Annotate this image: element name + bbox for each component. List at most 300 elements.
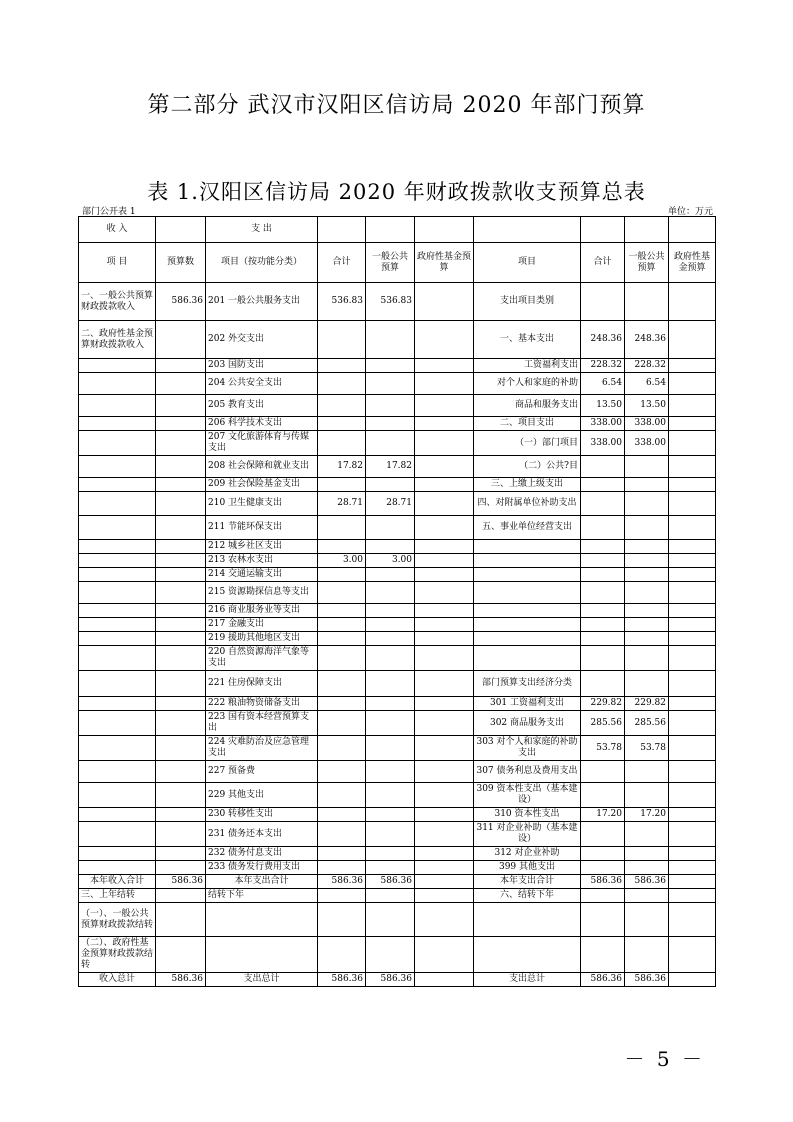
cell-inc-amt	[156, 646, 206, 671]
cell-i-gov	[669, 711, 716, 736]
cell-item: 对个人和家庭的补助	[474, 373, 581, 395]
table-row	[79, 736, 716, 761]
cell-inc-amt	[156, 604, 206, 618]
cell-i-total	[581, 632, 625, 646]
cell-i-total	[581, 646, 625, 671]
cell-f-total	[318, 711, 366, 736]
cell-inc-amt	[156, 492, 206, 516]
cell-i-gov	[669, 516, 716, 540]
cell-f-total	[318, 321, 366, 359]
cell-inc	[79, 671, 156, 697]
cell-f-total	[318, 417, 366, 431]
cell-inc-amt	[156, 861, 206, 875]
cell-inc-amt	[156, 847, 206, 861]
cell-func	[206, 903, 318, 937]
cell-f-total	[318, 359, 366, 373]
cell-inc	[79, 478, 156, 492]
cell-f-total	[318, 431, 366, 456]
table-row	[79, 783, 716, 808]
cell-inc	[79, 783, 156, 808]
cell-i-gen	[625, 554, 669, 568]
cell-i-gen	[625, 903, 669, 937]
cell-i-total: 248.36	[581, 321, 625, 359]
cell-func: 208 社会保障和就业支出	[206, 456, 318, 478]
cell-f-total	[318, 671, 366, 697]
cell-i-total	[581, 671, 625, 697]
header-blank	[581, 217, 625, 243]
cell-inc	[79, 808, 156, 822]
cell-func: 229 其他支出	[206, 783, 318, 808]
table-row	[79, 711, 716, 736]
cell-inc-amt	[156, 808, 206, 822]
cell-i-gov	[669, 321, 716, 359]
cell-f-gen	[366, 478, 415, 492]
cell-i-gov	[669, 568, 716, 582]
cell-item: 本年支出合计	[474, 875, 581, 889]
page-number: － 5 －	[624, 1047, 705, 1071]
cell-inc: （二）、政府性基金预算财政拨款结转	[79, 937, 156, 973]
cell-func: 205 教育支出	[206, 395, 318, 417]
cell-f-gov	[415, 711, 474, 736]
cell-f-gov	[415, 973, 474, 987]
cell-inc	[79, 431, 156, 456]
cell-item: 二、项目支出	[474, 417, 581, 431]
cell-i-total	[581, 540, 625, 554]
col-func: 项目（按功能分类）	[206, 243, 318, 283]
table-row	[79, 582, 716, 604]
cell-inc-amt: 586.36	[156, 973, 206, 987]
cell-func: 210 卫生健康支出	[206, 492, 318, 516]
cell-func: 214 交通运输支出	[206, 568, 318, 582]
cell-func: 215 资源勘探信息等支出	[206, 582, 318, 604]
cell-item: 部门预算支出经济分类	[474, 671, 581, 697]
cell-i-gov	[669, 632, 716, 646]
cell-i-gen: 228.32	[625, 359, 669, 373]
cell-i-total: 17.20	[581, 808, 625, 822]
cell-f-gen	[366, 646, 415, 671]
cell-f-gen: 536.83	[366, 283, 415, 321]
table-title: 表 1.汉阳区信访局 2020 年财政拨款收支预算总表	[147, 180, 646, 204]
cell-f-total	[318, 808, 366, 822]
cell-i-total	[581, 283, 625, 321]
cell-f-gen	[366, 431, 415, 456]
cell-inc	[79, 847, 156, 861]
cell-i-gen: 229.82	[625, 697, 669, 711]
cell-func: 204 公共安全支出	[206, 373, 318, 395]
cell-f-total	[318, 783, 366, 808]
cell-inc-amt	[156, 554, 206, 568]
cell-inc-amt	[156, 889, 206, 903]
cell-item: 399 其他支出	[474, 861, 581, 875]
cell-f-gen	[366, 604, 415, 618]
cell-i-gen: 53.78	[625, 736, 669, 761]
cell-f-gen	[366, 359, 415, 373]
cell-inc	[79, 632, 156, 646]
cell-i-gen	[625, 540, 669, 554]
cell-f-gov	[415, 395, 474, 417]
cell-inc-amt	[156, 516, 206, 540]
cell-f-gov	[415, 554, 474, 568]
cell-item: 310 资本性支出	[474, 808, 581, 822]
cell-item: 五、事业单位经营支出	[474, 516, 581, 540]
cell-func: 203 国防支出	[206, 359, 318, 373]
cell-f-gen	[366, 889, 415, 903]
header-blank	[318, 217, 366, 243]
cell-i-total	[581, 618, 625, 632]
header-blank	[625, 217, 669, 243]
cell-func: 202 外交支出	[206, 321, 318, 359]
cell-inc	[79, 554, 156, 568]
cell-i-total	[581, 582, 625, 604]
cell-f-gen	[366, 540, 415, 554]
cell-item: （一）部门项目	[474, 431, 581, 456]
cell-i-gov	[669, 973, 716, 987]
cell-f-gov	[415, 540, 474, 554]
cell-item	[474, 568, 581, 582]
cell-i-gen	[625, 492, 669, 516]
cell-f-gen: 28.71	[366, 492, 415, 516]
header-blank	[156, 217, 206, 243]
cell-i-gen: 586.36	[625, 973, 669, 987]
cell-f-gen	[366, 618, 415, 632]
cell-item	[474, 554, 581, 568]
cell-inc-amt: 586.36	[156, 283, 206, 321]
cell-i-total	[581, 822, 625, 847]
cell-item	[474, 937, 581, 973]
cell-i-total	[581, 516, 625, 540]
table-row	[79, 618, 716, 632]
cell-f-gen	[366, 417, 415, 431]
cell-item: 307 债务利息及费用支出	[474, 761, 581, 783]
cell-i-total: 229.82	[581, 697, 625, 711]
col-total2: 合计	[581, 243, 625, 283]
cell-i-gov	[669, 456, 716, 478]
cell-f-gen	[366, 516, 415, 540]
cell-func: 230 转移性支出	[206, 808, 318, 822]
cell-inc-amt	[156, 321, 206, 359]
cell-func: 220 自然资源海洋气象等支出	[206, 646, 318, 671]
table-row	[79, 671, 716, 697]
cell-i-total	[581, 456, 625, 478]
cell-i-total	[581, 847, 625, 861]
unit-label: 单位：万元	[667, 207, 713, 217]
cell-item	[474, 582, 581, 604]
cell-func: 支出总计	[206, 973, 318, 987]
table-row	[79, 492, 716, 516]
header-blank	[474, 217, 581, 243]
cell-i-gov	[669, 554, 716, 568]
cell-inc-amt: 586.36	[156, 875, 206, 889]
cell-i-gen: 13.50	[625, 395, 669, 417]
cell-func: 207 文化旅游体育与传媒支出	[206, 431, 318, 456]
cell-i-total: 285.56	[581, 711, 625, 736]
table-row	[79, 456, 716, 478]
table-row	[79, 516, 716, 540]
table-row	[79, 632, 716, 646]
cell-inc	[79, 456, 156, 478]
header-income-group: 收 入	[79, 217, 156, 243]
cell-item: （二）公共?目	[474, 456, 581, 478]
cell-f-gen	[366, 321, 415, 359]
cell-inc-amt	[156, 456, 206, 478]
cell-inc	[79, 822, 156, 847]
cell-i-gen	[625, 582, 669, 604]
cell-f-total: 586.36	[318, 875, 366, 889]
cell-i-gov	[669, 618, 716, 632]
cell-f-gov	[415, 783, 474, 808]
cell-inc	[79, 761, 156, 783]
cell-f-gen: 17.82	[366, 456, 415, 478]
cell-i-total	[581, 604, 625, 618]
cell-f-gov	[415, 671, 474, 697]
col-total: 合计	[318, 243, 366, 283]
cell-f-gen	[366, 903, 415, 937]
cell-func: 231 债务还本支出	[206, 822, 318, 847]
part-title: 第二部分 武汉市汉阳区信访局 2020 年部门预算	[147, 93, 646, 118]
cell-inc	[79, 568, 156, 582]
table-row	[79, 417, 716, 431]
cell-inc: （一）、一般公共预算财政拨款结转	[79, 903, 156, 937]
cell-i-gov	[669, 671, 716, 697]
table-row	[79, 431, 716, 456]
cell-f-gov	[415, 847, 474, 861]
table-row	[79, 808, 716, 822]
table-row	[79, 861, 716, 875]
cell-i-gov	[669, 646, 716, 671]
cell-func: 本年支出合计	[206, 875, 318, 889]
cell-i-gov	[669, 697, 716, 711]
cell-i-gen	[625, 478, 669, 492]
cell-item: 309 资本性支出（基本建设）	[474, 783, 581, 808]
cell-inc-amt	[156, 761, 206, 783]
cell-i-total	[581, 937, 625, 973]
cell-item	[474, 540, 581, 554]
cell-i-gen: 17.20	[625, 808, 669, 822]
cell-i-total: 53.78	[581, 736, 625, 761]
header-column-row	[79, 243, 716, 283]
cell-i-gen	[625, 671, 669, 697]
cell-i-gov	[669, 582, 716, 604]
cell-i-total: 13.50	[581, 395, 625, 417]
table-row	[79, 604, 716, 618]
table-row	[79, 395, 716, 417]
cell-i-total	[581, 903, 625, 937]
cell-i-gen	[625, 761, 669, 783]
cell-inc	[79, 359, 156, 373]
cell-inc	[79, 582, 156, 604]
cell-inc: 本年收入合计	[79, 875, 156, 889]
cell-i-gov	[669, 889, 716, 903]
cell-inc	[79, 516, 156, 540]
cell-i-gen	[625, 456, 669, 478]
cell-i-total: 6.54	[581, 373, 625, 395]
cell-i-gov	[669, 540, 716, 554]
cell-f-total	[318, 761, 366, 783]
cell-item: 三、上缴上级支出	[474, 478, 581, 492]
cell-f-gov	[415, 604, 474, 618]
cell-f-gov	[415, 478, 474, 492]
cell-f-total	[318, 395, 366, 417]
cell-f-total	[318, 478, 366, 492]
cell-inc	[79, 395, 156, 417]
cell-i-gen	[625, 937, 669, 973]
cell-item	[474, 646, 581, 671]
cell-item: 六、结转下年	[474, 889, 581, 903]
cell-i-total	[581, 478, 625, 492]
cell-item: 工资福利支出	[474, 359, 581, 373]
header-blank	[366, 217, 415, 243]
cell-func: 232 债务付息支出	[206, 847, 318, 861]
cell-f-gen	[366, 783, 415, 808]
cell-item: 支出总计	[474, 973, 581, 987]
cell-i-gov	[669, 847, 716, 861]
cell-f-total	[318, 540, 366, 554]
cell-f-gov	[415, 283, 474, 321]
header-blank	[415, 217, 474, 243]
col-gov2: 政府性基金预算	[669, 243, 716, 283]
cell-f-total	[318, 618, 366, 632]
cell-func: 216 商业服务业等支出	[206, 604, 318, 618]
cell-item	[474, 618, 581, 632]
cell-i-gen	[625, 516, 669, 540]
cell-i-gen	[625, 847, 669, 861]
cell-i-gov	[669, 417, 716, 431]
cell-inc-amt	[156, 697, 206, 711]
cell-i-gov	[669, 492, 716, 516]
cell-f-gen	[366, 568, 415, 582]
cell-f-gov	[415, 456, 474, 478]
cell-item: 一、基本支出	[474, 321, 581, 359]
cell-f-gov	[415, 568, 474, 582]
header-expense-group: 支 出	[206, 217, 318, 243]
cell-f-gov	[415, 761, 474, 783]
form-number: 部门公开表 1	[82, 207, 136, 217]
cell-func: 233 债务发行费用支出	[206, 861, 318, 875]
cell-f-total	[318, 697, 366, 711]
cell-f-total: 3.00	[318, 554, 366, 568]
cell-f-gen	[366, 697, 415, 711]
table-row	[79, 822, 716, 847]
cell-f-gov	[415, 875, 474, 889]
cell-inc	[79, 492, 156, 516]
cell-func: 201 一般公共服务支出	[206, 283, 318, 321]
table-row	[79, 903, 716, 937]
cell-i-total: 338.00	[581, 431, 625, 456]
cell-f-gen	[366, 373, 415, 395]
cell-f-gen	[366, 808, 415, 822]
cell-inc	[79, 618, 156, 632]
cell-inc-amt	[156, 618, 206, 632]
cell-inc-amt	[156, 671, 206, 697]
cell-item: 312 对企业补助	[474, 847, 581, 861]
cell-i-gov	[669, 861, 716, 875]
header-blank	[669, 217, 716, 243]
cell-inc-amt	[156, 478, 206, 492]
table-row	[79, 568, 716, 582]
cell-i-gen: 6.54	[625, 373, 669, 395]
cell-f-gov	[415, 321, 474, 359]
cell-f-total	[318, 632, 366, 646]
cell-func: 219 援助其他地区支出	[206, 632, 318, 646]
cell-i-total: 586.36	[581, 875, 625, 889]
cell-item: 302 商品服务支出	[474, 711, 581, 736]
cell-item: 四、对附属单位补助支出	[474, 492, 581, 516]
cell-i-gov	[669, 903, 716, 937]
table-row	[79, 321, 716, 359]
cell-f-total	[318, 903, 366, 937]
cell-f-total	[318, 847, 366, 861]
col-general: 一般公共预算	[366, 243, 415, 283]
cell-i-gov	[669, 604, 716, 618]
cell-f-total	[318, 646, 366, 671]
cell-f-gov	[415, 431, 474, 456]
cell-f-gen	[366, 711, 415, 736]
cell-f-total	[318, 568, 366, 582]
table-row	[79, 540, 716, 554]
cell-i-total	[581, 861, 625, 875]
cell-i-gov	[669, 822, 716, 847]
cell-inc-amt	[156, 582, 206, 604]
cell-i-gen	[625, 568, 669, 582]
cell-i-total	[581, 568, 625, 582]
header-group-row	[79, 217, 716, 243]
cell-item: 303 对个人和家庭的补助支出	[474, 736, 581, 761]
cell-inc-amt	[156, 736, 206, 761]
cell-inc: 三、上年结转	[79, 889, 156, 903]
table-row	[79, 973, 716, 987]
cell-inc-amt	[156, 783, 206, 808]
cell-i-gov	[669, 283, 716, 321]
cell-f-gov	[415, 582, 474, 604]
cell-i-gov	[669, 373, 716, 395]
cell-f-gen	[366, 822, 415, 847]
cell-f-total: 536.83	[318, 283, 366, 321]
col-gov: 政府性基金预算	[415, 243, 474, 283]
cell-f-gen	[366, 671, 415, 697]
cell-item: 支出项目类别	[474, 283, 581, 321]
cell-i-gen	[625, 889, 669, 903]
cell-inc	[79, 736, 156, 761]
cell-i-gov	[669, 875, 716, 889]
cell-f-total	[318, 373, 366, 395]
cell-func: 221 住房保障支出	[206, 671, 318, 697]
cell-inc: 收入总计	[79, 973, 156, 987]
cell-f-gen	[366, 632, 415, 646]
cell-f-gov	[415, 492, 474, 516]
col-budget: 预算数	[156, 243, 206, 283]
cell-f-gen	[366, 736, 415, 761]
cell-func: 211 节能环保支出	[206, 516, 318, 540]
cell-i-gov	[669, 783, 716, 808]
cell-func: 227 预备费	[206, 761, 318, 783]
table-row	[79, 554, 716, 568]
cell-f-total	[318, 516, 366, 540]
cell-inc: 二、政府性基金预算财政拨款收入	[79, 321, 156, 359]
cell-inc-amt	[156, 632, 206, 646]
cell-f-total	[318, 937, 366, 973]
cell-f-gen	[366, 395, 415, 417]
cell-i-gov	[669, 431, 716, 456]
cell-f-gen	[366, 937, 415, 973]
cell-i-gen: 338.00	[625, 417, 669, 431]
cell-i-gen	[625, 604, 669, 618]
cell-f-gen	[366, 582, 415, 604]
cell-inc: 一、一般公共预算财政拨款收入	[79, 283, 156, 321]
cell-i-gen: 338.00	[625, 431, 669, 456]
cell-f-gov	[415, 937, 474, 973]
cell-item: 311 对企业补助（基本建设）	[474, 822, 581, 847]
cell-func: 217 金融支出	[206, 618, 318, 632]
